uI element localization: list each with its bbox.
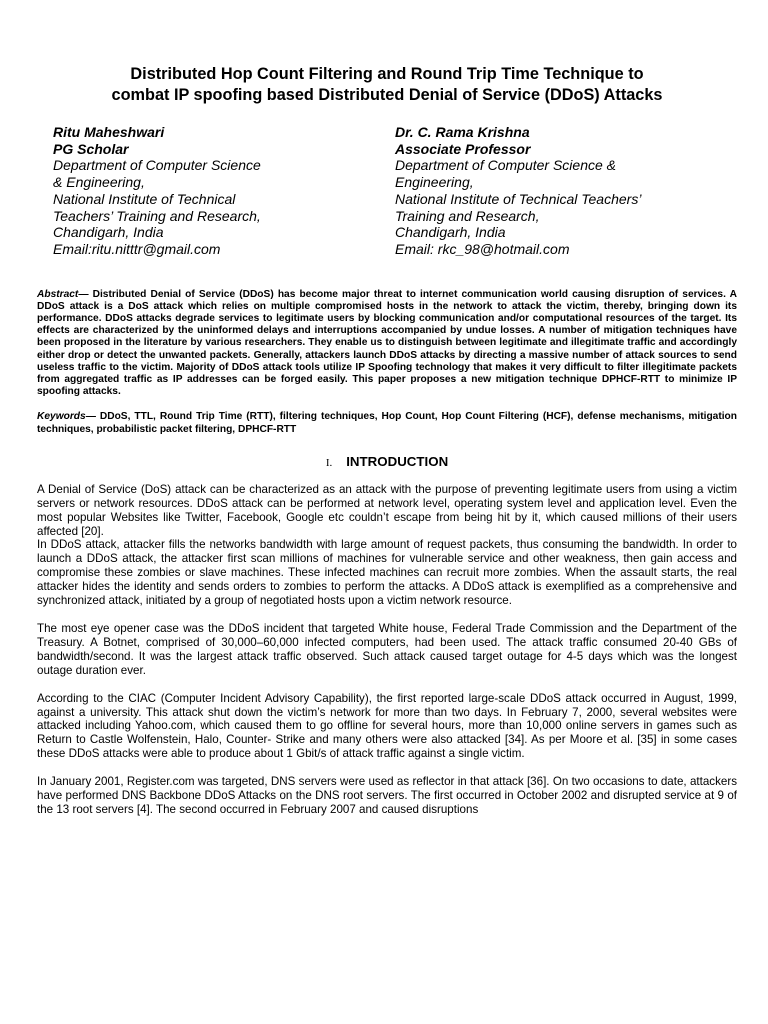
author-affiliation-line: National Institute of Technical bbox=[53, 190, 236, 207]
author-email: Email:ritu.nitttr@gmail.com bbox=[53, 240, 221, 257]
paragraph: In DDoS attack, attacker fills the networks bandwidth with large amount of request packets, thus consuming the bandwidth. In order to launch a DDoS attack, the attacker first scan millions of machines for vulnerable service and other weakness, then gain access and compromise these zombies or slave machines. These infected machines can recruit more zombies. When the assault starts, the real attacker hides the identity and sends orders to zombies to perform the attacks. A DDoS attack is exemplified as a comprehensive and synchronized attack, initiated by a group of negotiated hosts upon a victim network resource. bbox=[37, 538, 737, 608]
section-title: INTRODUCTION bbox=[346, 453, 449, 469]
paragraph: A Denial of Service (DoS) attack can be characterized as an attack with the purpose of preventing legitimate users from using a victim servers or network resources. DDoS attack can be performed at network level, operating system level and application level. Even the most popular Websites like Twitter, Facebook, Google etc couldn’t escape from being hit by it, which caused millions of their users affected [20]. bbox=[37, 482, 737, 538]
abstract-text: — Distributed Denial of Service (DDoS) has become major threat to internet communication world causing disruption of services. A DDoS attack is a DoS attack which relies on multiple compromised hosts in the network to attack the victim, thereby, bringing down its performance. DDoS attacks degrade services to legitimate users by blocking communication and/or computational resources of the target. Its effects are characterized by the uninformed delays and interruptions accompanied by undue losses. A number of mitigation techniques have been proposed in the literature by various researchers. They enable us to distinguish between legitimate and illegitimate traffic and accordingly either drop or detect the unwanted packets. Generally, attackers launch DDoS attacks by directing a massive number of attack sources to send useless traffic to the victim. Majority of DDoS attack tools utilize IP Spoofing technology that makes it very difficult to filter illegitimate packets from aggregated traffic as IP addresses can be forged easily. This paper proposes a new mitigation technique DPHCF-RTT to minimize IP spoofing attacks. bbox=[37, 288, 737, 398]
keywords-text: — DDoS, TTL, Round Trip Time (RTT), filtering techniques, Hop Count, Hop Count Filtering (HCF), defense mechanisms, mitigation techniques, probabilistic packet filtering, DPHCF-RTT bbox=[37, 411, 737, 435]
author-role: Associate Professor bbox=[395, 140, 531, 157]
section-number: I. bbox=[325, 456, 333, 469]
author-affiliation-line: Department of Computer Science & bbox=[395, 157, 616, 174]
author-affiliation-line: National Institute of Technical Teachers’ bbox=[395, 190, 642, 207]
author-name: Ritu Maheshwari bbox=[53, 124, 165, 140]
author-name: Dr. C. Rama Krishna bbox=[395, 124, 530, 140]
body-text bbox=[37, 483, 737, 817]
section-heading bbox=[37, 454, 737, 471]
author-block bbox=[53, 124, 737, 258]
author-2 bbox=[395, 124, 737, 258]
author-email: Email: rkc_98@hotmail.com bbox=[395, 240, 570, 257]
author-affiliation-line: Chandigarh, India bbox=[395, 224, 506, 241]
paragraph: In January 2001, Register.com was targeted, DNS servers were used as reflector in that attack [36]. On two occasions to date, attackers have performed DNS Backbone DDoS Attacks on the DNS root servers. The first occurred in October 2002 and disrupted service at 9 of the 13 root servers [4]. The second occurred in February 2007 and caused disruptions bbox=[37, 775, 737, 816]
author-role: PG Scholar bbox=[53, 140, 129, 157]
author-affiliation-line: & Engineering, bbox=[53, 174, 145, 191]
keywords bbox=[37, 411, 737, 435]
keywords-label: Keywords bbox=[37, 411, 86, 423]
paragraph: According to the CIAC (Computer Incident Advisory Capability), the first reported large-scale DDoS attack occurred in August, 1999, against a university. This attack shut down the victim’s network for more than two days. In February 7, 2000, several websites were attacked including Yahoo.com, which caused them to go offline for several hours, more than 10,000 online servers in games such as Return to Castle Wolfenstein, Halo, Counter- Strike and many others were also attacked [34]. As per Moore et al. [35] in some cases these DDoS attacks were able to produce about 1 Gbit/s of attack traffic against a single victim. bbox=[37, 691, 737, 761]
author-affiliation-line: Department of Computer Science bbox=[53, 157, 261, 174]
paper-title bbox=[37, 64, 737, 106]
author-affiliation-line: Chandigarh, India bbox=[53, 224, 164, 241]
abstract-label: Abstract bbox=[37, 288, 79, 300]
title-line-2: combat IP spoofing based Distributed Denial of Service (DDoS) Attacks bbox=[111, 86, 663, 104]
author-affiliation-line: Training and Research, bbox=[395, 207, 540, 224]
author-affiliation-line: Engineering, bbox=[395, 174, 474, 191]
title-line-1: Distributed Hop Count Filtering and Round Trip Time Technique to bbox=[130, 65, 644, 83]
author-1 bbox=[53, 124, 395, 258]
abstract bbox=[37, 289, 737, 399]
paragraph: The most eye opener case was the DDoS incident that targeted White house, Federal Trade Commission and the Department of the Treasury. A Botnet, comprised of 30,000–60,000 infected computers, had been used. The attack traffic consumed 20-40 GBs of bandwidth/second. It was the largest attack traffic observed. Such attack caused target outage for 4-5 days which was the longest outage duration ever. bbox=[37, 622, 737, 677]
author-affiliation-line: Teachers’ Training and Research, bbox=[53, 207, 261, 224]
